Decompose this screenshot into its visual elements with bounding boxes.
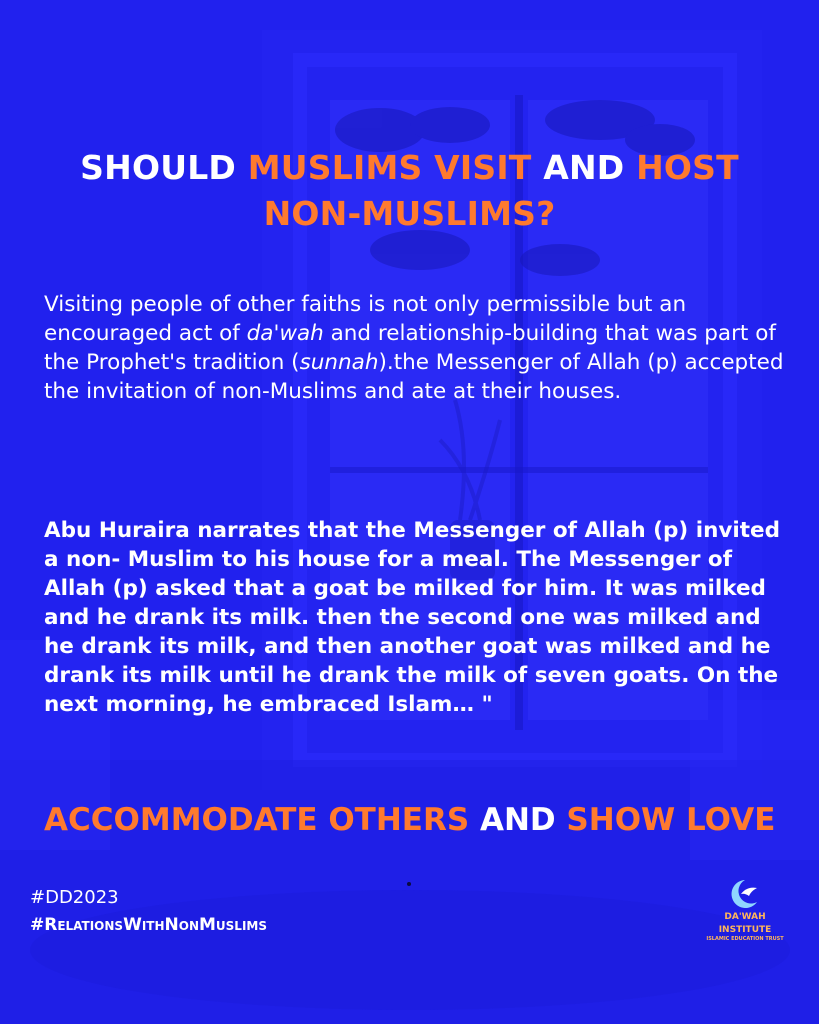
logo-line-3: ISLAMIC EDUCATION TRUST [706,936,784,942]
crescent-bird-icon [727,878,763,910]
intro-italic-dawah: da'wah [246,321,324,346]
intro-paragraph [44,290,784,406]
title-word-host-non-muslims: HOST NON-MUSLIMS? [263,148,739,233]
hashtag-relations: #RelationsWithNonMuslims [30,915,267,935]
dawah-institute-logo [690,878,800,943]
intro-italic-sunnah: sunnah [299,350,379,375]
hadith-paragraph: Abu Huraira narrates that the Messenger of Allah (p) invited a non- Muslim to his house for a meal. The Messenger of Allah (p) asked that a goat be milked for him. It was milked and he drank its milk. then the second one was milked and he drank its milk, and then another goat was milked and he drank its milk until he drank the milk of seven goats. On the next morning, he embraced Islam… " [44,518,781,717]
logo-line-2: INSTITUTE [718,925,772,935]
hashtag-dd2023: #DD2023 [30,887,119,908]
title-word-should: SHOULD [80,148,237,187]
tagline [44,800,804,840]
tagline-and: AND [479,802,556,838]
decorative-dot [407,882,411,886]
title-word-muslims-visit: MUSLIMS VISIT [247,148,532,187]
tagline-accommodate-others: ACCOMMODATE OTHERS [44,802,470,838]
intro-text-1: Visiting people of other faiths is not only permissible but an encouraged act of [44,292,687,346]
logo-line-1: DA'WAH [724,912,766,922]
tagline-show-love: SHOW LOVE [566,802,776,838]
intro-text-3: ).the Messenger of Allah (p) accepted the invitation of non-Muslims and ate at their houses. [44,350,784,404]
intro-text-2: and relationship-building that was part of the Prophet's tradition ( [44,321,776,375]
title-word-and: AND [543,148,625,187]
page-title [30,145,789,237]
